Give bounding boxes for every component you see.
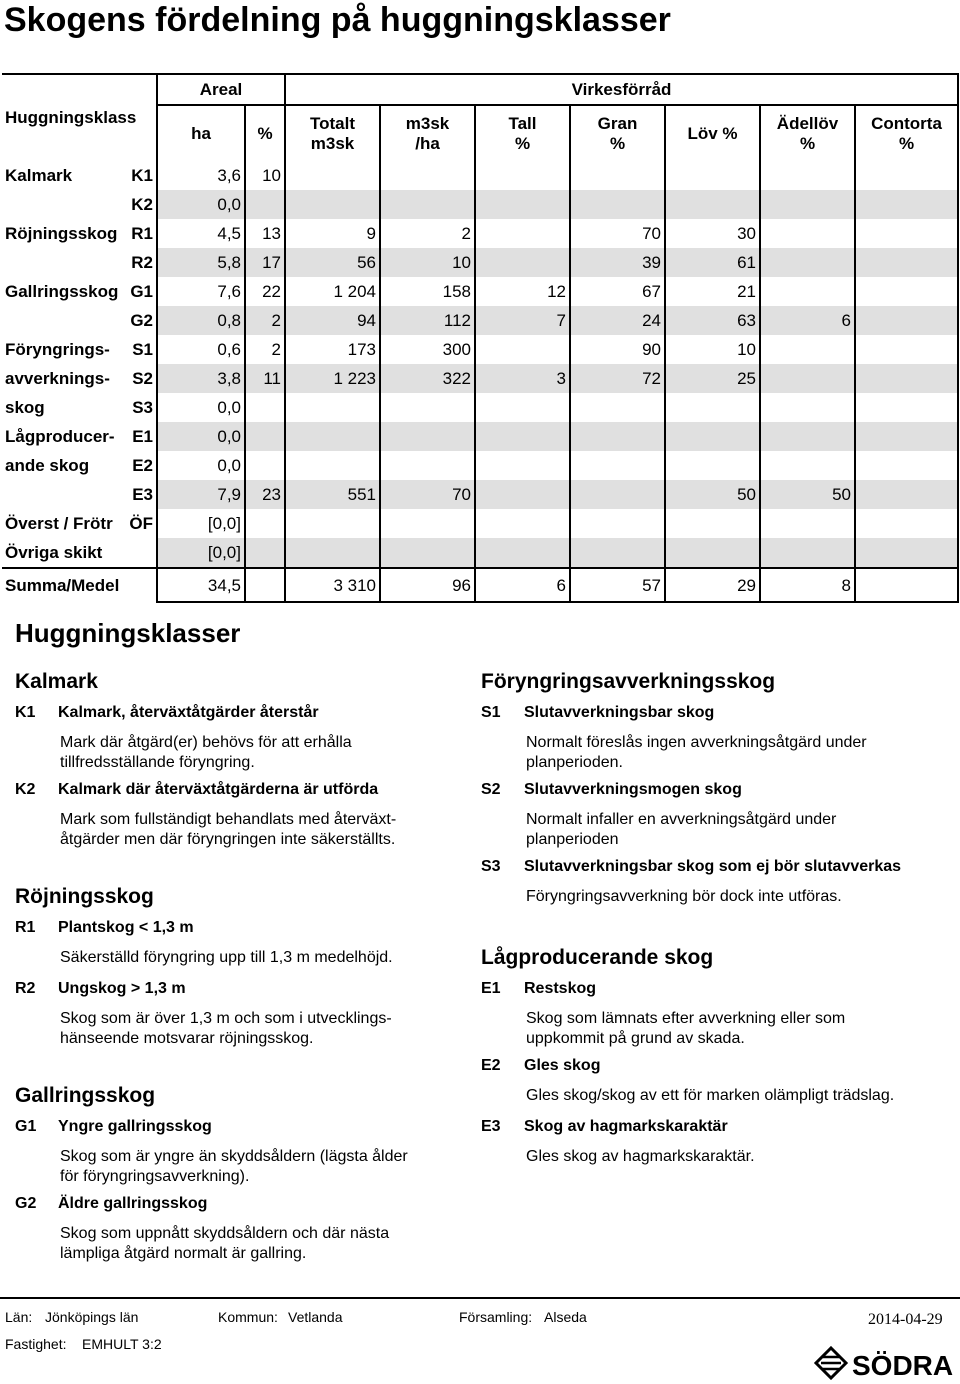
cell-m3sk-ha (380, 538, 475, 568)
header-m3sk-ha: m3sk /ha (380, 105, 475, 161)
cell-totalt: 3 310 (285, 568, 380, 602)
row-label: Röjningsskog (5, 224, 118, 243)
cell-lov (665, 509, 760, 538)
cell-gran: 39 (570, 248, 665, 277)
table-row (2, 219, 958, 248)
group-heading-lagproducerande-skog: Lågproducerande skog (481, 946, 714, 969)
row-label: Lågproducer- (2, 422, 124, 451)
cell-pct: 11 (245, 364, 285, 393)
row-label: Föryngrings- (5, 340, 110, 359)
cell-gran: 67 (570, 277, 665, 306)
group-heading-gallringsskog: Gallringsskog (15, 1084, 156, 1107)
cell-m3sk-ha: 70 (380, 480, 475, 509)
legend-desc-line: Skog som är över 1,3 m och som i utvecklings- (60, 1010, 392, 1027)
cell-ha: 0,0 (157, 422, 245, 451)
row-label: skog (5, 398, 45, 417)
row-label (2, 306, 124, 335)
cell-totalt (285, 509, 380, 538)
cell-lov (665, 538, 760, 568)
cell-ha: 0,0 (157, 451, 245, 480)
cell-adellov (760, 277, 855, 306)
cell-totalt: 1 223 (285, 364, 380, 393)
legend-desc-line: Mark som fullständigt behandlats med återväxt- (60, 811, 397, 828)
legend-title-k1: Kalmark, återväxtåtgärder återstår (58, 704, 319, 721)
row-label: Överst / Frötr (5, 514, 113, 533)
cell-adellov (760, 451, 855, 480)
footer-fastighet-value: EMHULT 3:2 (82, 1336, 162, 1352)
cell-tall (475, 509, 570, 538)
cell-gran: 57 (570, 568, 665, 602)
row-class-code: K2 (124, 190, 157, 219)
legend-code-s2: S2 (481, 781, 501, 798)
cell-ha: 7,9 (157, 480, 245, 509)
page-title: Skogens fördelning på huggningsklasser (4, 1, 671, 39)
footer-rule (0, 1297, 960, 1299)
header-tall: Tall % (475, 105, 570, 161)
cell-m3sk-ha: 158 (380, 277, 475, 306)
cell-m3sk-ha: 2 (380, 219, 475, 248)
cell-lov (665, 190, 760, 219)
legend-desc-s2 (526, 810, 926, 850)
row-class-code: K1 (131, 166, 153, 185)
cell-totalt: 9 (285, 219, 380, 248)
row-class-code: R1 (131, 224, 153, 243)
legend-desc-e3 (526, 1147, 926, 1167)
row-class-code: R2 (124, 248, 157, 277)
sodra-logo (814, 1346, 958, 1380)
cell-m3sk-ha: 96 (380, 568, 475, 602)
cell-contorta (855, 364, 958, 393)
cell-ha: 34,5 (157, 568, 245, 602)
cell-adellov (760, 161, 855, 190)
cell-m3sk-ha (380, 190, 475, 219)
cell-tall (475, 422, 570, 451)
footer-forsamling-label: Församling: (459, 1309, 533, 1325)
cell-pct: 23 (245, 480, 285, 509)
cell-gran (570, 451, 665, 480)
cell-m3sk-ha (380, 393, 475, 422)
legend-code-e2: E2 (481, 1057, 501, 1074)
cell-ha: 0,8 (157, 306, 245, 335)
sodra-logo-text: SÖDRA (852, 1350, 954, 1380)
table-row (2, 538, 958, 568)
cell-lov (665, 422, 760, 451)
cell-ha: [0,0] (157, 509, 245, 538)
table-row (2, 451, 958, 480)
cell-contorta (855, 393, 958, 422)
legend-desc-s3 (526, 887, 926, 907)
table-row (2, 422, 958, 451)
row-label (2, 190, 124, 219)
cell-lov: 63 (665, 306, 760, 335)
cell-contorta (855, 277, 958, 306)
row-class-code: E1 (124, 422, 157, 451)
cell-tall (475, 248, 570, 277)
cell-pct: 2 (245, 306, 285, 335)
legend-title-g2: Äldre gallringsskog (58, 1195, 208, 1212)
cell-pct (245, 393, 285, 422)
legend-desc-line: för föryngringsavverkning). (60, 1168, 250, 1185)
cell-pct (245, 422, 285, 451)
legend-code-r1: R1 (15, 919, 36, 936)
cell-contorta (855, 190, 958, 219)
legend-desc-line: Gles skog/skog av ett för marken olämpligt trädslag. (526, 1087, 895, 1104)
table-row (2, 509, 958, 538)
header-areal: Areal (157, 74, 285, 105)
cell-ha: 0,6 (157, 335, 245, 364)
cell-tall (475, 451, 570, 480)
legend-title-g1: Yngre gallringsskog (58, 1118, 212, 1135)
legend-desc-line: hänseende motsvarar röjningsskog. (60, 1030, 314, 1047)
header-lov: Löv % (665, 105, 760, 161)
cell-ha: 7,6 (157, 277, 245, 306)
cell-tall: 12 (475, 277, 570, 306)
table-row (2, 277, 958, 306)
header-virkesforrad: Virkesförråd (285, 74, 958, 105)
cell-pct (245, 538, 285, 568)
legend-title-r2: Ungskog > 1,3 m (58, 980, 186, 997)
cell-ha: 0,0 (157, 393, 245, 422)
footer-fastighet-label: Fastighet: (5, 1336, 67, 1352)
legend-code-k2: K2 (15, 781, 36, 798)
cell-contorta (855, 335, 958, 364)
legend-desc-line: tillfredsställande föryngring. (60, 754, 255, 771)
legend-title-r1: Plantskog < 1,3 m (58, 919, 194, 936)
cell-m3sk-ha: 112 (380, 306, 475, 335)
row-class-code: S3 (132, 398, 153, 417)
header-adellov: Ädellöv % (760, 105, 855, 161)
cell-adellov: 8 (760, 568, 855, 602)
legend-desc-k1 (60, 733, 460, 773)
header-gran: Gran % (570, 105, 665, 161)
cell-lov: 30 (665, 219, 760, 248)
cell-adellov (760, 538, 855, 568)
cell-pct: 2 (245, 335, 285, 364)
cell-adellov (760, 509, 855, 538)
legend-desc-line: Skog som lämnats efter avverkning eller som (526, 1010, 846, 1027)
row-label (2, 248, 124, 277)
cell-ha: [0,0] (157, 538, 245, 568)
cell-totalt (285, 161, 380, 190)
cell-totalt: 56 (285, 248, 380, 277)
cell-ha: 3,8 (157, 364, 245, 393)
table-row (2, 364, 958, 393)
cell-pct (245, 190, 285, 219)
footer-kommun-label: Kommun: (218, 1309, 278, 1325)
cell-adellov: 50 (760, 480, 855, 509)
cell-pct (245, 509, 285, 538)
cell-lov (665, 393, 760, 422)
legend-desc-g1 (60, 1147, 460, 1187)
distribution-table (2, 73, 959, 603)
cell-totalt (285, 538, 380, 568)
legend-desc-line: uppkommit på grund av skada. (526, 1030, 745, 1047)
legend-desc-line: lämpliga åtgärd normalt är gallring. (60, 1245, 307, 1262)
footer-lan-value: Jönköpings län (45, 1309, 139, 1325)
cell-tall: 7 (475, 306, 570, 335)
cell-totalt: 551 (285, 480, 380, 509)
cell-lov: 10 (665, 335, 760, 364)
cell-adellov (760, 335, 855, 364)
cell-gran: 24 (570, 306, 665, 335)
cell-pct (245, 568, 285, 602)
footer-forsamling-value: Alseda (544, 1309, 587, 1325)
cell-contorta (855, 509, 958, 538)
legend-desc-line: Skog som är yngre än skyddsåldern (lägsta ålder (60, 1148, 408, 1165)
cell-contorta (855, 480, 958, 509)
table-row (2, 306, 958, 335)
legend-desc-line: åtgärder men där föryngringen inte säkerställts. (60, 831, 396, 848)
cell-gran (570, 480, 665, 509)
header-totalt: Totalt m3sk (285, 105, 380, 161)
cell-gran: 90 (570, 335, 665, 364)
cell-lov: 21 (665, 277, 760, 306)
summary-row (2, 568, 958, 602)
cell-m3sk-ha: 10 (380, 248, 475, 277)
cell-contorta (855, 422, 958, 451)
cell-m3sk-ha (380, 422, 475, 451)
cell-adellov (760, 393, 855, 422)
cell-m3sk-ha: 322 (380, 364, 475, 393)
row-class-code (124, 538, 157, 568)
group-heading-kalmark: Kalmark (15, 670, 98, 693)
cell-adellov (760, 364, 855, 393)
cell-tall (475, 219, 570, 248)
cell-totalt: 94 (285, 306, 380, 335)
row-class-code: E3 (124, 480, 157, 509)
legend-title-s1: Slutavverkningsbar skog (524, 704, 715, 721)
cell-contorta (855, 248, 958, 277)
cell-ha: 4,5 (157, 219, 245, 248)
cell-adellov (760, 219, 855, 248)
legend-desc-s1 (526, 733, 926, 773)
cell-tall (475, 480, 570, 509)
legend-heading: Huggningsklasser (15, 618, 241, 648)
cell-adellov (760, 422, 855, 451)
legend-desc-line: Säkerställd föryngring upp till 1,3 m medelhöjd. (60, 949, 393, 966)
legend-desc-r1 (60, 948, 460, 968)
cell-adellov (760, 248, 855, 277)
legend-title-s2: Slutavverkningsmogen skog (524, 781, 742, 798)
table-row (2, 393, 958, 422)
row-class-code: ÖF (129, 514, 153, 533)
cell-gran (570, 190, 665, 219)
cell-contorta (855, 306, 958, 335)
table-row (2, 161, 958, 190)
cell-adellov (760, 190, 855, 219)
legend-code-r2: R2 (15, 980, 36, 997)
sodra-logo-icon (816, 1348, 846, 1378)
cell-lov: 29 (665, 568, 760, 602)
header-contorta: Contorta % (855, 105, 958, 161)
cell-ha: 0,0 (157, 190, 245, 219)
legend-title-k2: Kalmark där återväxtåtgärderna är utförda (58, 781, 379, 798)
legend-code-e3: E3 (481, 1118, 501, 1135)
cell-contorta (855, 568, 958, 602)
cell-gran (570, 393, 665, 422)
cell-tall (475, 538, 570, 568)
cell-pct: 10 (245, 161, 285, 190)
cell-totalt: 173 (285, 335, 380, 364)
cell-lov: 50 (665, 480, 760, 509)
header-huggningsklass: Huggningsklass (2, 74, 157, 161)
cell-totalt (285, 393, 380, 422)
row-label: Summa/Medel (2, 568, 157, 602)
footer-lan-label: Län: (5, 1309, 33, 1325)
legend-title-e2: Gles skog (524, 1057, 601, 1074)
row-class-code: E2 (132, 456, 153, 475)
cell-tall (475, 335, 570, 364)
cell-m3sk-ha (380, 509, 475, 538)
group-heading-rojningsskog: Röjningsskog (15, 885, 154, 908)
row-class-code: S1 (132, 340, 153, 359)
legend-desc-k2 (60, 810, 460, 850)
cell-tall: 3 (475, 364, 570, 393)
cell-gran (570, 422, 665, 451)
group-heading-foryngringsavverkningsskog: Föryngringsavverkningsskog (481, 670, 776, 693)
legend-desc-line: planperioden. (526, 754, 623, 771)
row-label: Kalmark (5, 166, 73, 185)
legend-desc-e1 (526, 1009, 926, 1049)
cell-gran: 72 (570, 364, 665, 393)
legend-desc-line: Normalt föreslås ingen avverkningsåtgärd under (526, 734, 867, 751)
table-row (2, 335, 958, 364)
cell-lov (665, 451, 760, 480)
legend-desc-line: Normalt infaller en avverkningsåtgärd under (526, 811, 837, 828)
row-label: Övriga skikt (2, 538, 124, 568)
row-class-code: G2 (124, 306, 157, 335)
legend-code-s1: S1 (481, 704, 501, 721)
legend-title-e1: Restskog (524, 980, 597, 997)
legend-desc-e2 (526, 1086, 926, 1106)
legend-code-g2: G2 (15, 1195, 37, 1212)
legend-desc-g2 (60, 1224, 460, 1264)
table-row (2, 248, 958, 277)
row-label: avverknings- (2, 364, 124, 393)
row-label (2, 480, 124, 509)
table-row (2, 190, 958, 219)
legend-desc-line: planperioden (526, 831, 619, 848)
legend-desc-r2 (60, 1009, 460, 1049)
row-class-code: G1 (130, 282, 153, 301)
cell-lov: 61 (665, 248, 760, 277)
cell-ha: 3,6 (157, 161, 245, 190)
legend-title-e3: Skog av hagmarkskaraktär (524, 1118, 728, 1135)
cell-tall: 6 (475, 568, 570, 602)
cell-tall (475, 393, 570, 422)
row-label: ande skog (5, 456, 90, 475)
cell-gran (570, 509, 665, 538)
cell-gran (570, 161, 665, 190)
table-row (2, 480, 958, 509)
cell-contorta (855, 161, 958, 190)
cell-pct (245, 451, 285, 480)
legend-title-s3: Slutavverkningsbar skog som ej bör slutavverkas (524, 858, 902, 875)
cell-adellov: 6 (760, 306, 855, 335)
footer-kommun-value: Vetlanda (288, 1309, 343, 1325)
cell-lov: 25 (665, 364, 760, 393)
cell-tall (475, 190, 570, 219)
cell-tall (475, 161, 570, 190)
table-body (2, 161, 958, 602)
cell-pct: 13 (245, 219, 285, 248)
cell-gran (570, 538, 665, 568)
cell-totalt: 1 204 (285, 277, 380, 306)
header-pct: % (245, 105, 285, 161)
cell-gran: 70 (570, 219, 665, 248)
cell-contorta (855, 219, 958, 248)
row-label: Gallringsskog (5, 282, 119, 301)
cell-contorta (855, 451, 958, 480)
legend-code-g1: G1 (15, 1118, 37, 1135)
cell-contorta (855, 538, 958, 568)
cell-lov (665, 161, 760, 190)
header-ha: ha (157, 105, 245, 161)
legend-desc-line: Skog som uppnått skyddsåldern och där nästa (60, 1225, 390, 1242)
legend-desc-line: Gles skog av hagmarkskaraktär. (526, 1148, 755, 1165)
cell-m3sk-ha (380, 161, 475, 190)
cell-pct: 17 (245, 248, 285, 277)
cell-m3sk-ha: 300 (380, 335, 475, 364)
legend-code-k1: K1 (15, 704, 36, 721)
cell-ha: 5,8 (157, 248, 245, 277)
row-class-code: S2 (124, 364, 157, 393)
cell-totalt (285, 451, 380, 480)
legend-desc-line: Föryngringsavverkning bör dock inte utföras. (526, 888, 842, 905)
cell-pct: 22 (245, 277, 285, 306)
footer-date: 2014-04-29 (868, 1311, 943, 1328)
cell-totalt (285, 422, 380, 451)
cell-m3sk-ha (380, 451, 475, 480)
legend-code-s3: S3 (481, 858, 501, 875)
legend-code-e1: E1 (481, 980, 501, 997)
legend-desc-line: Mark där åtgärd(er) behövs för att erhålla (60, 734, 352, 751)
cell-totalt (285, 190, 380, 219)
